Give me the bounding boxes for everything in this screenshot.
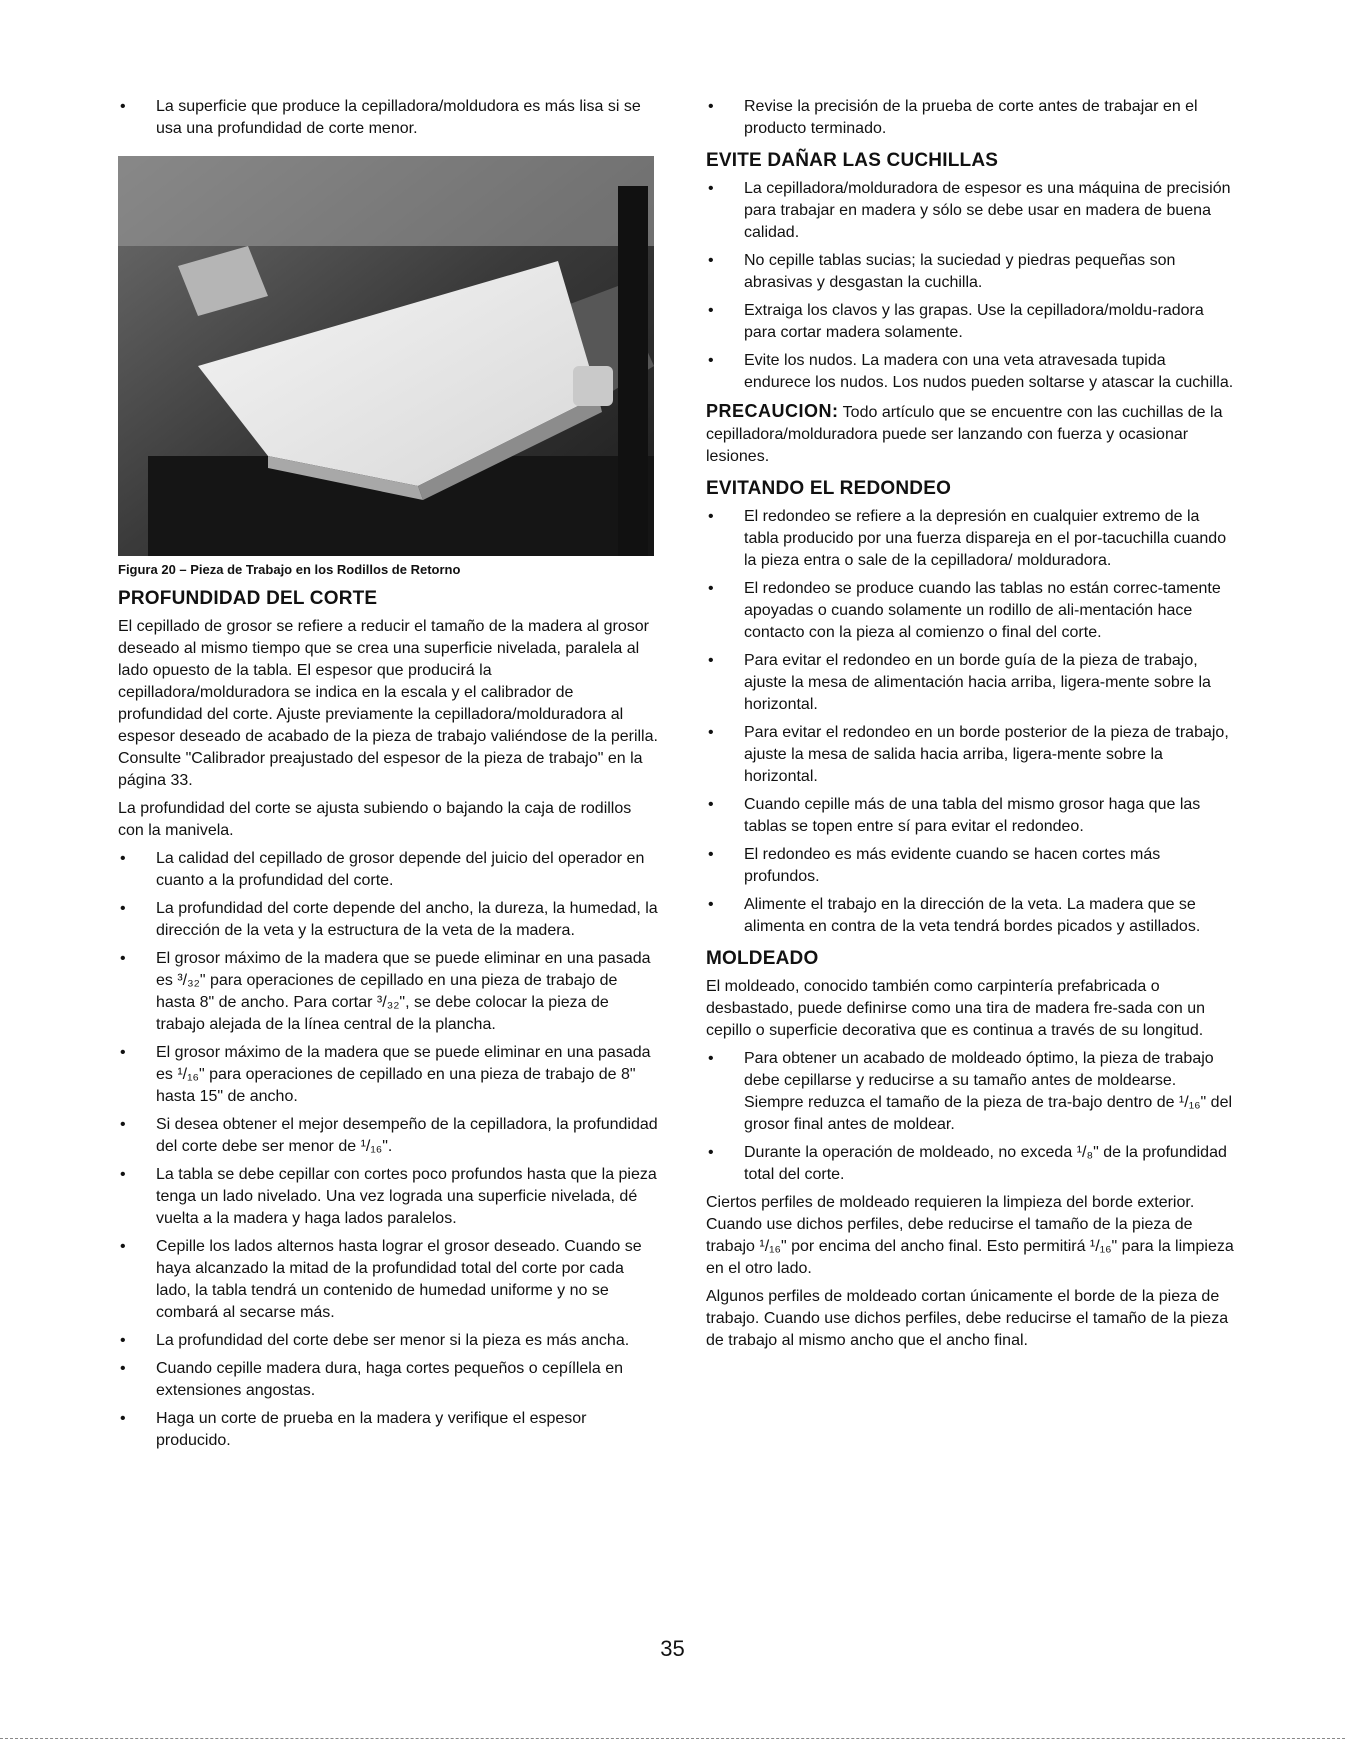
molding-bullet-list (706, 1048, 1236, 1186)
caution-paragraph (706, 400, 1236, 468)
list-item: • Durante la operación de moldeado, no exceda ¹/₈" de la profundidad total del corte. (706, 1142, 1236, 1186)
caution-text: Todo artículo que se encuentre con las cuchillas de la cepilladora/molduradora puede ser lanzando con fuerza y ocasionar lesiones. (706, 404, 1223, 465)
list-item: • Cepille los lados alternos hasta lograr el grosor deseado. Cuando se haya alcanzado la mitad de la profundidad total del corte por cada lado, la tabla tendrá un contenido de humedad uniforme y no se combará al secarse más. (118, 1236, 658, 1324)
list-item: • No cepille tablas sucias; la suciedad y piedras pequeñas son abrasivas y desgastan la cuchilla. (706, 250, 1236, 294)
list-item: • La tabla se debe cepillar con cortes poco profundos hasta que la pieza tenga un lado nivelado. Una vez lograda una superficie nivelada, dé vuelta a la madera y haga lados paralelos. (118, 1164, 658, 1230)
section-heading-blades: EVITE DAÑAR LAS CUCHILLAS (706, 150, 999, 171)
snipe-bullet-list (706, 506, 1236, 938)
footer-divider (0, 1738, 1345, 1739)
list-item: • El redondeo se refiere a la depresión en cualquier extremo de la tabla producido por una fuerza dispareja en el por-tacuchilla cuando la pieza entra o sale de la cepilladora/ molduradora. (706, 506, 1236, 572)
list-item: • El grosor máximo de la madera que se puede eliminar en una pasada es ³/₃₂" para operaciones de cepillado en una pieza de trabajo de hasta 8" de ancho. Para cortar ³/₃₂", se debe colocar la pieza de trabajo alejada de la línea central de la plancha. (118, 948, 658, 1036)
list-item: • La profundidad del corte depende del ancho, la dureza, la humedad, la dirección de la veta y la estructura de la veta de la madera. (118, 898, 658, 942)
list-item: • El redondeo es más evidente cuando se hacen cortes más profundos. (706, 844, 1236, 888)
blades-bullet-list (706, 178, 1236, 394)
figure-caption: Figura 20 – Pieza de Trabajo en los Rodillos de Retorno (118, 562, 461, 577)
right-column (706, 96, 1236, 1358)
right-intro-list (706, 96, 1236, 140)
page-number: 35 (660, 1636, 685, 1661)
left-intro-list (118, 96, 658, 140)
list-item: • Cuando cepille más de una tabla del mismo grosor haga que las tablas se topen entre sí para evitar el redondeo. (706, 794, 1236, 838)
list-item: • La calidad del cepillado de grosor depende del juicio del operador en cuanto a la profundidad del corte. (118, 848, 658, 892)
list-item: • El redondeo se produce cuando las tablas no están correc-tamente apoyadas o cuando solamente un rodillo de ali-mentación hace contacto con la pieza al comienzo o final del corte. (706, 578, 1236, 644)
workpiece-photo (118, 156, 654, 556)
list-item: • El grosor máximo de la madera que se puede eliminar en una pasada es ¹/₁₆" para operaciones de cepillado en una pieza de trabajo de 8" hasta 15" de ancho. (118, 1042, 658, 1108)
list-item: • La profundidad del corte debe ser menor si la pieza es más ancha. (118, 1330, 658, 1352)
left-column (118, 96, 658, 1458)
paragraph: Algunos perfiles de moldeado cortan únicamente el borde de la pieza de trabajo. Cuando use dichos perfiles, debe reducirse el tamaño de la pieza de trabajo al mismo ancho que el ancho final. (706, 1288, 1229, 1349)
list-item: • Revise la precisión de la prueba de corte antes de trabajar en el producto terminado. (706, 96, 1236, 140)
list-item: • Extraiga los clavos y las grapas. Use la cepilladora/moldu-radora para cortar madera solamente. (706, 300, 1236, 344)
list-item: • La superficie que produce la cepilladora/moldudora es más lisa si se usa una profundidad de corte menor. (118, 96, 658, 140)
list-item: • La cepilladora/molduradora de espesor es una máquina de precisión para trabajar en madera y sólo se debe usar en madera de buena calidad. (706, 178, 1236, 244)
list-item: • Si desea obtener el mejor desempeño de la cepilladora, la profundidad del corte debe ser menor de ¹/₁₆". (118, 1114, 658, 1158)
section-heading-snipe: EVITANDO EL REDONDEO (706, 478, 952, 499)
list-item: • Alimente el trabajo en la dirección de la veta. La madera que se alimenta en contra de la veta tendrá bordes picados y astillados. (706, 894, 1236, 938)
list-item: • Cuando cepille madera dura, haga cortes pequeños o cepíllela en extensiones angostas. (118, 1358, 658, 1402)
list-item: • Para evitar el redondeo en un borde posterior de la pieza de trabajo, ajuste la mesa de salida hacia arriba, ligera-mente sobre la horizontal. (706, 722, 1236, 788)
depth-bullet-list (118, 848, 658, 1452)
list-item: • Evite los nudos. La madera con una veta atravesada tupida endurece los nudos. Los nudos pueden soltarse y atascar la cuchilla. (706, 350, 1236, 394)
paragraph: El cepillado de grosor se refiere a reducir el tamaño de la madera al grosor deseado al mismo tiempo que se crea una superficie nivelada, paralela al lado opuesto de la tabla. El espesor que producirá la cepilladora/molduradora se indica en la escala y el calibrador de profundidad del corte. Ajuste previamente la cepilladora/molduradora al espesor deseado de acabado de la pieza de trabajo valiéndose de la perilla. Consulte "Calibrador preajustado del espesor de la pieza de trabajo" en la página 33. (118, 618, 658, 789)
paragraph: La profundidad del corte se ajusta subiendo o bajando la caja de rodillos con la manivela. (118, 800, 632, 839)
paragraph: Ciertos perfiles de moldeado requieren la limpieza del borde exterior. Cuando use dichos perfiles, debe reducirse el tamaño de la pieza de trabajo ¹/₁₆" por encima del ancho final. Esto permitirá ¹/₁₆" para la limpieza en el otro lado. (706, 1194, 1234, 1277)
caution-label: PRECAUCION: (706, 401, 839, 421)
section-heading-depth: PROFUNDIDAD DEL CORTE (118, 588, 378, 609)
list-item: • Para evitar el redondeo en un borde guía de la pieza de trabajo, ajuste la mesa de alimentación hacia arriba, ligera-mente sobre la horizontal. (706, 650, 1236, 716)
paragraph: El moldeado, conocido también como carpintería prefabricada o desbastado, puede definirse como una tira de madera fre-sada con un cepillo o superficie decorativa que es continua a través de su longitud. (706, 978, 1205, 1039)
figure-20 (118, 156, 658, 578)
list-item: • Para obtener un acabado de moldeado óptimo, la pieza de trabajo debe cepillarse y reducirse a su tamaño antes de moldearse. Siempre reduzca el tamaño de la pieza de tra-bajo dentro de ¹/₁₆" del grosor final antes de moldear. (706, 1048, 1236, 1136)
section-heading-molding: MOLDEADO (706, 948, 819, 969)
list-item: • Haga un corte de prueba en la madera y verifique el espesor producido. (118, 1408, 658, 1452)
